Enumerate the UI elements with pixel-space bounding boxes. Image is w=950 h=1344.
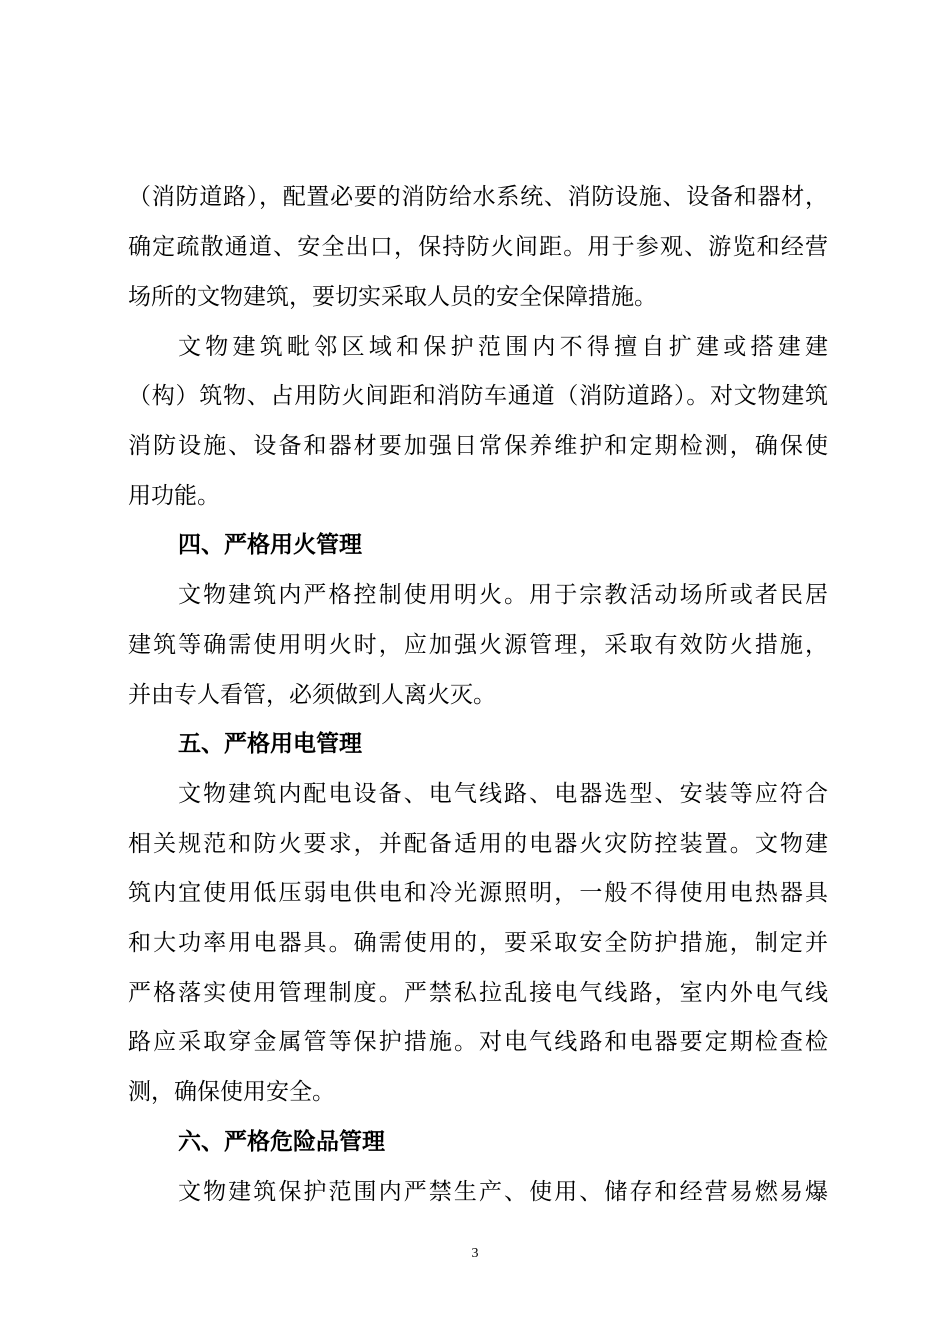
text-line: （构）筑物、占用防火间距和消防车通道（消防道路）。对文物建筑 — [128, 383, 828, 409]
section-heading: 五、严格用电管理 — [178, 731, 362, 757]
text-line: 确定疏散通道、安全出口，保持防火间距。用于参观、游览和经营 — [128, 234, 828, 260]
text-line: 严格落实使用管理制度。严禁私拉乱接电气线路，室内外电气线 — [128, 980, 828, 1006]
text-line: 消防设施、设备和器材要加强日常保养维护和定期检测，确保使 — [128, 433, 828, 459]
page-number: 3 — [471, 1246, 479, 1261]
text-line: 相关规范和防火要求，并配备适用的电器火灾防控装置。文物建 — [128, 831, 828, 857]
text-line: 建筑等确需使用明火时，应加强火源管理，采取有效防火措施， — [128, 632, 828, 658]
text-line: 路应采取穿金属管等保护措施。对电气线路和电器要定期检查检 — [128, 1029, 828, 1055]
text-line: 文物建筑毗邻区域和保护范围内不得擅自扩建或搭建建 — [178, 334, 828, 360]
text-line: 用功能。 — [128, 483, 220, 509]
text-line: 和大功率用电器具。确需使用的，要采取安全防护措施，制定并 — [128, 930, 828, 956]
section-heading: 四、严格用火管理 — [178, 532, 362, 558]
text-line: 文物建筑内配电设备、电气线路、电器选型、安装等应符合 — [178, 781, 828, 807]
text-line: 筑内宜使用低压弱电供电和冷光源照明，一般不得使用电热器具 — [128, 880, 828, 906]
section-heading: 六、严格危险品管理 — [178, 1129, 385, 1155]
text-line: 文物建筑内严格控制使用明火。用于宗教活动场所或者民居 — [178, 582, 828, 608]
text-line: 文物建筑保护范围内严禁生产、使用、储存和经营易燃易爆 — [178, 1179, 828, 1205]
text-line: 并由专人看管，必须做到人离火灭。 — [128, 682, 496, 708]
text-line: （消防道路），配置必要的消防给水系统、消防设施、设备和器材， — [128, 184, 828, 210]
text-line: 场所的文物建筑，要切实采取人员的安全保障措施。 — [128, 284, 657, 310]
text-line: 测，确保使用安全。 — [128, 1079, 335, 1105]
